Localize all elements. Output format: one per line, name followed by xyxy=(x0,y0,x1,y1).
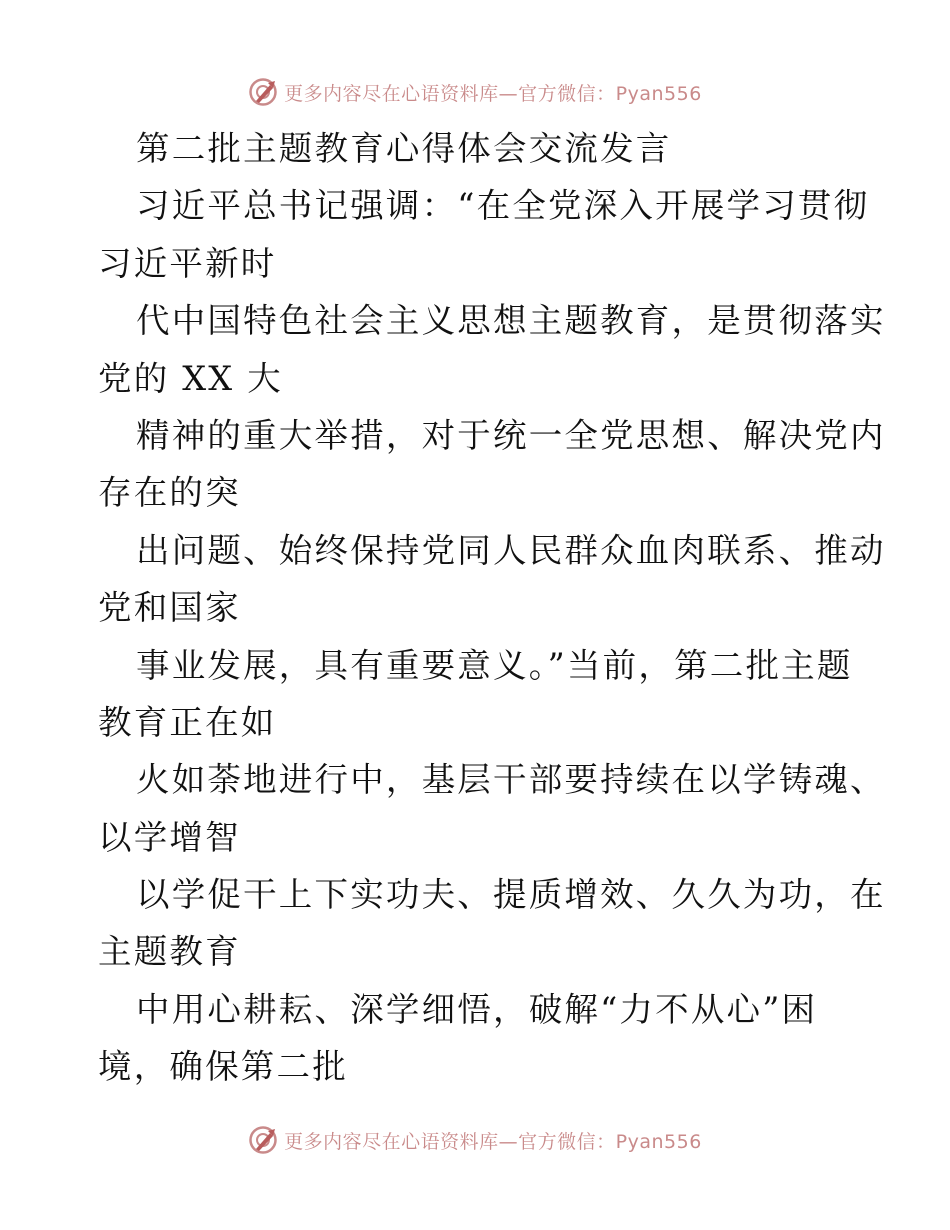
paragraph-line: 习近平新时 xyxy=(98,243,277,283)
paragraph-line: 以学促干上下实功夫、提质增效、久久为功，在 xyxy=(136,875,886,915)
paragraph-line: 党的 XX 大 xyxy=(98,358,283,398)
paragraph-line: 教育正在如 xyxy=(98,702,277,742)
paragraph-line: 党和国家 xyxy=(98,588,241,628)
watermark-logo-icon xyxy=(248,77,278,107)
watermark-text: 更多内容尽在心语资料库—官方微信：Pyan556 xyxy=(284,82,702,105)
document-title: 第二批主题教育心得体会交流发言 xyxy=(136,129,672,168)
paragraph-line: 存在的突 xyxy=(98,473,241,513)
footer-watermark xyxy=(0,1120,950,1160)
header-watermark xyxy=(0,72,950,112)
watermark-logo-icon xyxy=(248,1125,278,1155)
paragraph-line: 代中国特色社会主义思想主题教育，是贯彻落实 xyxy=(136,301,886,341)
paragraph-line: 精神的重大举措，对于统一全党思想、解决党内 xyxy=(136,415,886,455)
paragraph-line: 火如荼地进行中，基层干部要持续在以学铸魂、 xyxy=(136,760,886,800)
paragraph-line: 出问题、始终保持党同人民群众血肉联系、推动 xyxy=(136,530,886,570)
paragraph-line: 主题教育 xyxy=(98,932,241,972)
paragraph-line: 习近平总书记强调：“在全党深入开展学习贯彻 xyxy=(136,186,870,226)
document-body xyxy=(98,120,886,1096)
paragraph-line: 事业发展，具有重要意义。”当前，第二批主题 xyxy=(136,645,853,685)
paragraph-line: 中用心耕耘、深学细悟，破解“力不从心”困 xyxy=(136,989,818,1029)
paragraph-line: 以学增智 xyxy=(98,817,241,857)
watermark-text: 更多内容尽在心语资料库—官方微信：Pyan556 xyxy=(284,1130,702,1153)
paragraph-line: 境，确保第二批 xyxy=(98,1047,348,1087)
